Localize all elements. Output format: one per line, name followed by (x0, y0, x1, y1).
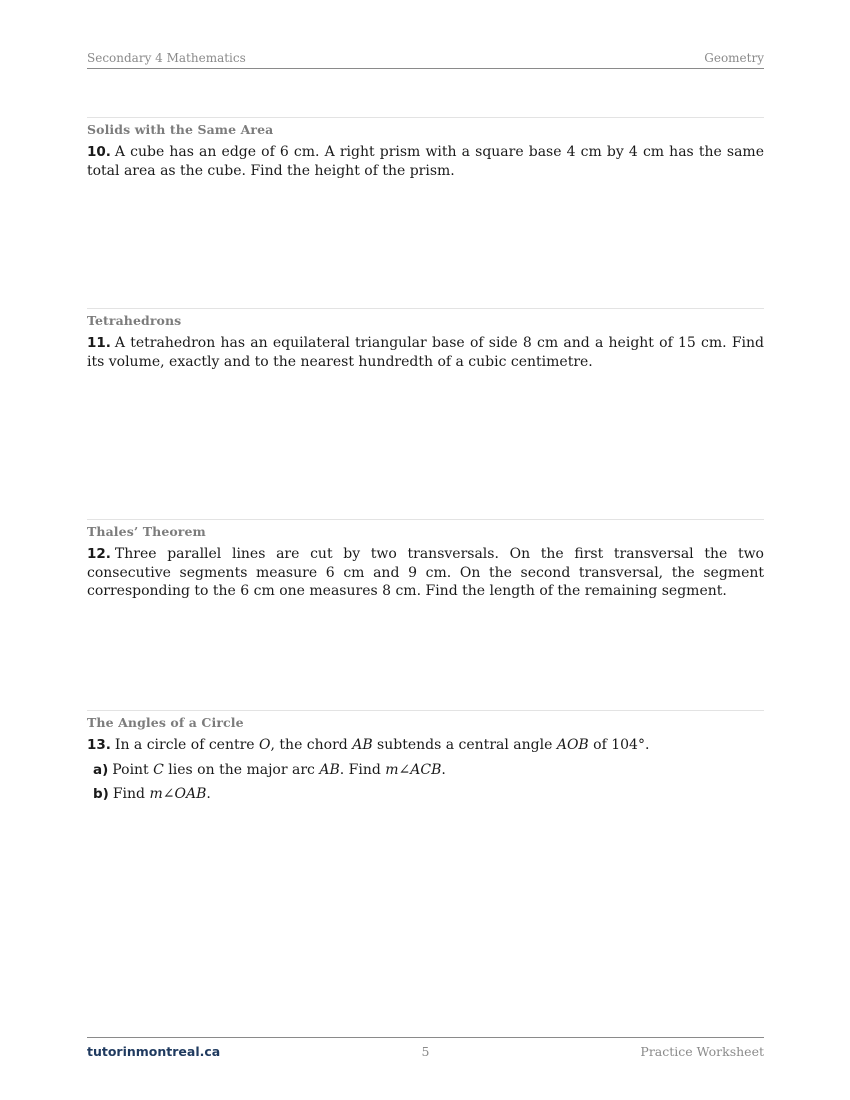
subpart-text: . Find (339, 761, 386, 778)
math-variable: AB (319, 761, 340, 778)
math-variable: AB (352, 737, 373, 753)
problem-number: 10. (87, 144, 111, 160)
problem-number: 12. (87, 546, 111, 562)
subpart-label: b) (93, 786, 109, 802)
math-variable: C (153, 761, 164, 778)
section-title: Tetrahedrons (87, 313, 182, 328)
math-expression: m∠ACB (385, 761, 442, 778)
subpart-a (87, 761, 764, 780)
problem-text-part: In a circle of centre (114, 737, 260, 753)
section-title: Solids with the Same Area (87, 122, 274, 137)
section-angles-of-circle (87, 710, 764, 804)
problem-text-part: of 104°. (588, 737, 650, 753)
topic-title: Geometry (704, 51, 764, 65)
problem-number: 13. (87, 737, 111, 753)
section-title: Thales’ Theorem (87, 524, 206, 539)
math-variable: O (259, 737, 271, 753)
subpart-text: Find (112, 786, 150, 802)
page-number: 5 (421, 1044, 430, 1059)
subpart-text: . (206, 786, 211, 802)
section-title: The Angles of a Circle (87, 715, 244, 730)
subpart-text: . (441, 761, 446, 778)
problem-number: 11. (87, 335, 111, 351)
section-tetrahedrons (87, 308, 764, 371)
subpart-text: Point (112, 761, 154, 778)
problem-13 (87, 736, 764, 755)
subpart-label: a) (93, 761, 109, 778)
problem-11 (87, 334, 764, 371)
course-title: Secondary 4 Mathematics (87, 51, 246, 65)
section-thales-theorem (87, 519, 764, 601)
section-solids-same-area (87, 117, 764, 180)
problem-text-part: subtends a central angle (372, 737, 557, 753)
site-link[interactable]: tutorinmontreal.ca (87, 1044, 221, 1059)
math-variable: AOB (556, 737, 589, 753)
problem-text: Three parallel lines are cut by two transversals. On the first transversal the two consecutive segments measure 6 cm and 9 cm. On the second transversal, the segment corresponding to the 6 cm one measures 8 cm. Find the length of the remaining segment. (87, 546, 764, 599)
worksheet-label: Practice Worksheet (640, 1044, 764, 1059)
problem-10 (87, 143, 764, 180)
subpart-b (87, 785, 764, 804)
subpart-text: lies on the major arc (163, 761, 320, 778)
problem-text-part: , the chord (270, 737, 353, 753)
problem-text: A tetrahedron has an equilateral triangular base of side 8 cm and a height of 15 cm. Find its volume, exactly and to the nearest hundredth of a cubic centimetre. (87, 335, 764, 370)
page-header (87, 50, 764, 69)
page-footer (87, 1037, 764, 1062)
problem-text: A cube has an edge of 6 cm. A right prism with a square base 4 cm by 4 cm has the same total area as the cube. Find the height of the prism. (87, 144, 764, 179)
problem-12 (87, 545, 764, 601)
math-expression: m∠OAB (149, 786, 207, 802)
